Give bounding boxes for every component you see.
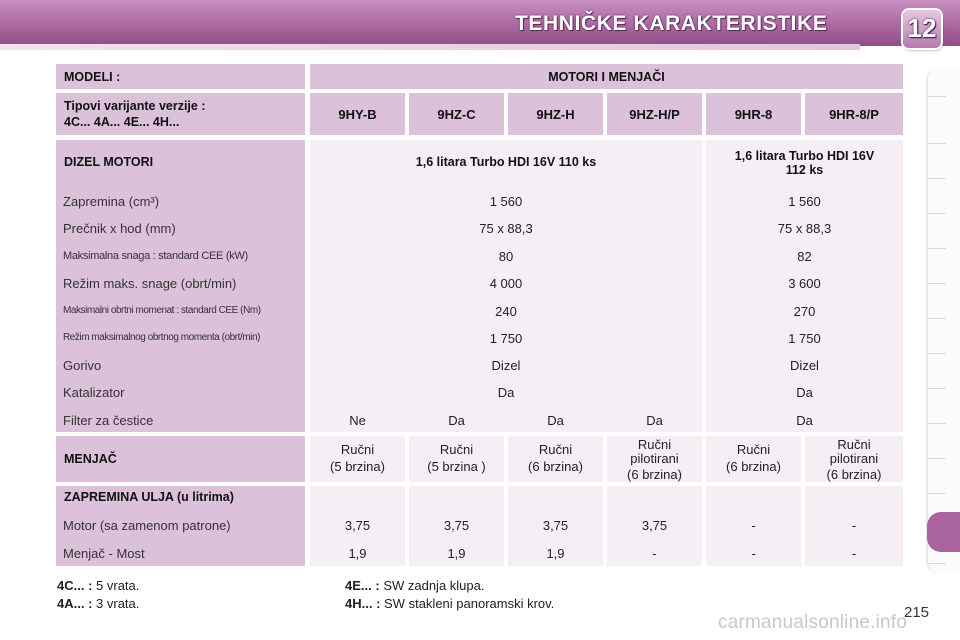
code-cell	[805, 93, 903, 135]
tab-divider	[928, 493, 946, 494]
gearbox-type: Ručni	[439, 442, 474, 457]
gearbox-mode: pilotirani	[630, 451, 679, 466]
tab-divider	[928, 353, 946, 354]
spec-value-a: 4 000	[489, 276, 523, 291]
oil-gear-value: -	[851, 546, 857, 561]
tab-divider	[928, 248, 946, 249]
page-header	[0, 0, 960, 52]
gearbox-cell	[310, 436, 405, 482]
filter-value: Ne	[349, 413, 366, 428]
legend-value: 3 vrata.	[96, 596, 140, 611]
gearbox-speeds: (6 brzina)	[726, 459, 781, 474]
spec-row-label: Gorivo	[63, 358, 102, 373]
code-cell	[310, 93, 405, 135]
gearbox-cell	[607, 436, 702, 482]
code-cell	[607, 93, 702, 135]
version-code: 9HR-8/P	[829, 107, 879, 122]
tab-divider	[928, 388, 946, 389]
active-chapter-tab[interactable]	[927, 512, 960, 552]
spec-value-a: 80	[498, 249, 514, 264]
chapter-badge	[903, 10, 941, 48]
gearbox-cell	[706, 436, 801, 482]
code-cell	[409, 93, 504, 135]
gearbox-cell	[409, 436, 504, 482]
tab-divider	[928, 96, 946, 97]
header-underline	[0, 44, 860, 50]
legend-value: SW stakleni panoramski krov.	[384, 596, 555, 611]
tab-divider	[928, 318, 946, 319]
legend-item	[345, 596, 554, 611]
gearbox-label-cell	[56, 436, 305, 482]
filter-value: Da	[547, 413, 564, 428]
legend-key: 4C... :	[57, 578, 93, 593]
gearbox-speeds: (5 brzina )	[427, 459, 486, 474]
spec-row-label: Prečnik x hod (mm)	[63, 221, 176, 236]
oil-motor-value: 3,75	[641, 518, 668, 533]
models-label-cell	[56, 64, 305, 89]
gearbox-label: MENJAČ	[64, 452, 117, 466]
oil-label: ZAPREMINA ULJA (u litrima)	[64, 490, 234, 504]
variants-label-line2: 4C... 4A... 4E... 4H...	[64, 115, 180, 129]
spec-value-b: 270	[793, 304, 816, 319]
spec-value-b: 1 750	[788, 331, 821, 346]
gearbox-cell	[805, 436, 903, 482]
spec-row-label: Režim maksimalnog obrtnog momenta (obrt/min)	[63, 332, 260, 343]
engine-b-name-line1: 1,6 litara Turbo HDI 16V	[734, 149, 875, 163]
oil-motor-value: 3,75	[443, 518, 470, 533]
spec-value-a: 1 560	[489, 194, 523, 209]
motors-header: MOTORI I MENJAČI	[548, 70, 665, 84]
filter-value: Da	[796, 413, 813, 428]
tab-divider	[928, 143, 946, 144]
version-code: 9HY-B	[338, 107, 377, 122]
spec-value-a: Da	[497, 385, 515, 400]
footer-legend-left	[57, 578, 139, 611]
legend-item	[57, 578, 139, 593]
spec-value-b: 75 x 88,3	[777, 221, 832, 236]
gearbox-type: Ručni	[837, 437, 871, 452]
diesel-label: DIZEL MOTORI	[64, 155, 154, 169]
chapter-number: 12	[907, 13, 937, 43]
oil-gear-value: 1,9	[546, 546, 565, 561]
spec-value-b: 3 600	[788, 276, 821, 291]
legend-value: 5 vrata.	[96, 578, 140, 593]
tab-divider	[928, 283, 946, 284]
spec-value-b: Dizel	[790, 358, 819, 373]
spec-value-a: 75 x 88,3	[479, 221, 533, 236]
tab-divider	[928, 458, 946, 459]
version-code: 9HZ-C	[437, 107, 476, 122]
chapter-tabs	[926, 68, 960, 573]
filter-value: Da	[448, 413, 465, 428]
spec-value-b: 82	[797, 249, 812, 264]
spec-value-b: 1 560	[788, 194, 821, 209]
spec-row-label: Režim maks. snage (obrt/min)	[63, 276, 237, 291]
oil-motor-value: -	[851, 518, 857, 533]
spec-row-label: Maksimalni obrtni momenat : standard CEE (Nm)	[63, 305, 261, 316]
tab-divider	[928, 423, 946, 424]
models-label: MODELI :	[64, 70, 121, 84]
watermark: carmanualsonline.info	[718, 612, 908, 633]
gearbox-type: Ručni	[637, 437, 672, 452]
code-cell	[508, 93, 603, 135]
spec-row-label: Zapremina (cm³)	[63, 194, 160, 209]
spec-row-label: Katalizator	[63, 385, 125, 400]
engine-b-name-line2: 112 ks	[785, 163, 824, 177]
motors-header-cell	[310, 64, 903, 89]
page-number: 215	[904, 604, 930, 621]
oil-gear-value: 1,9	[348, 546, 367, 561]
legend-value: SW zadnja klupa.	[383, 578, 485, 593]
footer-legend-right	[345, 578, 554, 611]
tab-divider	[928, 563, 946, 564]
gearbox-speeds: (6 brzina)	[528, 459, 583, 474]
gearbox-type: Ručni	[340, 442, 375, 457]
oil-gear-value: -	[652, 546, 657, 561]
tab-divider	[928, 213, 946, 214]
legend-key: 4A... :	[57, 596, 93, 611]
legend-key: 4E... :	[345, 578, 380, 593]
legend-item	[57, 596, 139, 611]
gearbox-mode: pilotirani	[829, 451, 879, 466]
oil-motor-label: Motor (sa zamenom patrone)	[63, 518, 231, 533]
spec-row-label: Maksimalna snaga : standard CEE (kW)	[63, 250, 248, 262]
oil-motor-value: 3,75	[542, 518, 569, 533]
engine-a-name: 1,6 litara Turbo HDI 16V 110 ks	[415, 155, 597, 169]
spec-value-b: Da	[796, 385, 813, 400]
oil-motor-value: -	[751, 518, 756, 533]
gearbox-type: Ručni	[736, 442, 771, 457]
oil-gear-label: Menjač - Most	[63, 546, 145, 561]
spec-value-a: 1 750	[489, 331, 523, 346]
page-title: TEHNIČKE KARAKTERISTIKE	[515, 12, 828, 35]
gearbox-type: Ručni	[538, 442, 573, 457]
gearbox-speeds: (5 brzina)	[330, 459, 385, 474]
legend-key: 4H... :	[345, 596, 381, 611]
variants-label-line1: Tipovi varijante verzije :	[64, 99, 206, 113]
oil-motor-value: 3,75	[344, 518, 371, 533]
filter-value: Da	[646, 413, 663, 428]
legend-item	[345, 578, 554, 593]
gearbox-speeds: (6 brzina)	[826, 467, 882, 482]
version-code: 9HZ-H/P	[629, 107, 680, 122]
oil-gear-value: 1,9	[447, 546, 466, 561]
variants-label-cell	[56, 93, 305, 135]
spec-value-a: Dizel	[491, 358, 521, 373]
oil-gear-value: -	[751, 546, 756, 561]
version-code: 9HR-8	[734, 107, 773, 122]
code-cell	[706, 93, 801, 135]
gearbox-speeds: (6 brzina)	[627, 467, 682, 482]
filter-row-label: Filter za čestice	[63, 413, 154, 428]
version-code: 9HZ-H	[536, 107, 575, 122]
tab-divider	[928, 178, 946, 179]
spec-value-a: 240	[495, 304, 517, 319]
gearbox-cell	[508, 436, 603, 482]
